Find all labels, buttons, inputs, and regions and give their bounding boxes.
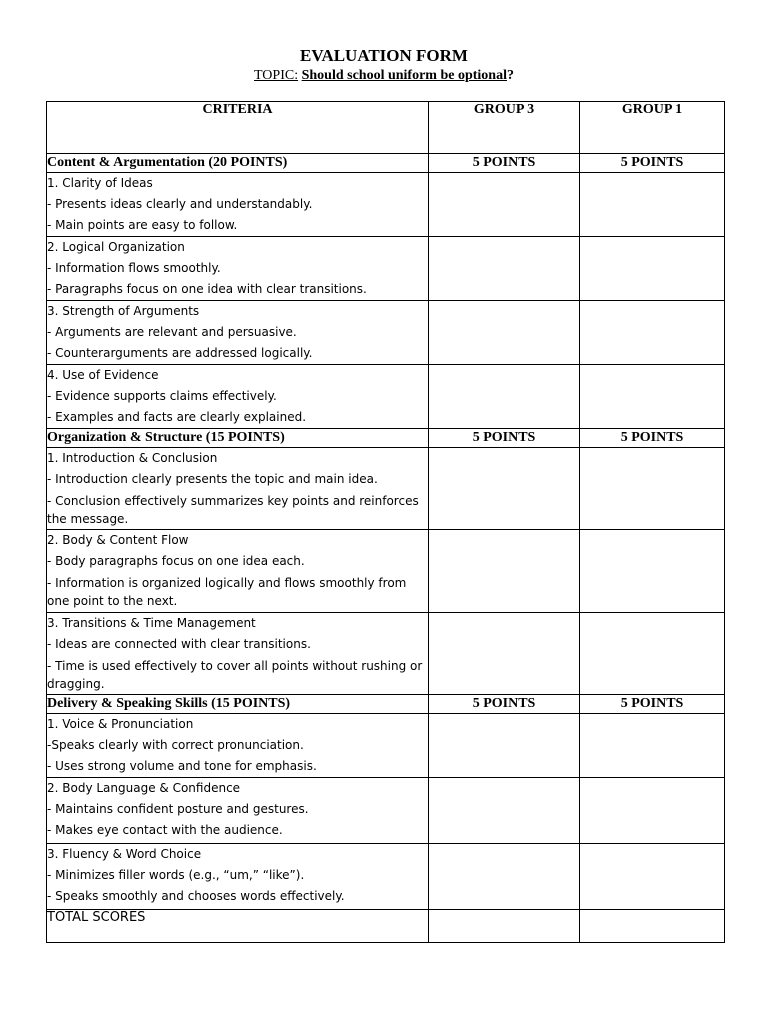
topic-label: TOPIC: <box>254 68 299 83</box>
criterion-detail: - Time is used effectively to cover all points without rushing or dragging. <box>47 659 423 691</box>
criterion-detail: - Makes eye contact with the audience. <box>47 823 283 837</box>
criterion-name: 3. Fluency & Word Choice <box>47 847 202 861</box>
criterion-detail: - Evidence supports claims effectively. <box>47 389 277 403</box>
criterion-detail: - Information flows smoothly. <box>47 261 221 275</box>
section-title: Content & Argumentation (20 POINTS) <box>47 154 429 173</box>
criterion-detail: - Uses strong volume and tone for emphasis. <box>47 759 317 773</box>
section-points-group-3: 5 POINTS <box>429 695 580 714</box>
criterion-detail: - Main points are easy to follow. <box>47 218 238 232</box>
criterion-cell <box>47 778 429 844</box>
criterion-detail: - Information is organized logically and flows smoothly from one point to the next. <box>47 576 407 608</box>
criterion-row <box>47 530 725 613</box>
header-row <box>47 102 725 154</box>
score-cell-group-1[interactable] <box>580 365 725 429</box>
criterion-detail: - Paragraphs focus on one idea with clear transitions. <box>47 282 367 296</box>
criterion-name: 2. Body & Content Flow <box>47 533 189 547</box>
criterion-name: 3. Strength of Arguments <box>47 304 200 318</box>
score-cell-group-3[interactable] <box>429 448 580 530</box>
criterion-row <box>47 844 725 910</box>
criterion-name: 1. Introduction & Conclusion <box>47 451 218 465</box>
criterion-row <box>47 237 725 301</box>
criterion-cell <box>47 448 429 530</box>
criterion-row <box>47 173 725 237</box>
criterion-name: 1. Voice & Pronunciation <box>47 717 194 731</box>
criterion-cell <box>47 237 429 301</box>
criterion-detail: - Counterarguments are addressed logically. <box>47 346 313 360</box>
score-cell-group-3[interactable] <box>429 613 580 695</box>
section-points-group-3: 5 POINTS <box>429 429 580 448</box>
criterion-detail: - Introduction clearly presents the topic and main idea. <box>47 472 378 486</box>
criterion-name: 3. Transitions & Time Management <box>47 616 256 630</box>
score-cell-group-3[interactable] <box>429 365 580 429</box>
score-cell-group-1[interactable] <box>580 778 725 844</box>
criterion-row <box>47 365 725 429</box>
group-1-header: GROUP 1 <box>580 102 725 154</box>
score-cell-group-1[interactable] <box>580 448 725 530</box>
criterion-cell <box>47 173 429 237</box>
score-cell-group-3[interactable] <box>429 714 580 778</box>
total-row <box>47 910 725 943</box>
score-cell-group-1[interactable] <box>580 613 725 695</box>
total-scores-label: TOTAL SCORES <box>47 910 429 943</box>
score-cell-group-1[interactable] <box>580 530 725 613</box>
section-title: Delivery & Speaking Skills (15 POINTS) <box>47 695 429 714</box>
score-cell-group-3[interactable] <box>429 173 580 237</box>
total-cell-group-1[interactable] <box>580 910 725 943</box>
criterion-detail: - Presents ideas clearly and understandably. <box>47 197 313 211</box>
form-title: EVALUATION FORM <box>300 46 468 65</box>
criterion-detail: - Speaks smoothly and chooses words effectively. <box>47 889 345 903</box>
section-row-delivery <box>47 695 725 714</box>
score-cell-group-1[interactable] <box>580 844 725 910</box>
criterion-detail: - Ideas are connected with clear transitions. <box>47 637 311 651</box>
group-3-header: GROUP 3 <box>429 102 580 154</box>
score-cell-group-1[interactable] <box>580 714 725 778</box>
score-cell-group-1[interactable] <box>580 173 725 237</box>
topic-question: Should school uniform be optional <box>301 68 507 83</box>
score-cell-group-3[interactable] <box>429 778 580 844</box>
section-points-group-1: 5 POINTS <box>580 429 725 448</box>
topic-line <box>0 68 768 84</box>
total-cell-group-3[interactable] <box>429 910 580 943</box>
criterion-name: 2. Logical Organization <box>47 240 185 254</box>
criterion-row <box>47 301 725 365</box>
section-title: Organization & Structure (15 POINTS) <box>47 429 429 448</box>
section-row-content <box>47 154 725 173</box>
criterion-row <box>47 778 725 844</box>
score-cell-group-3[interactable] <box>429 237 580 301</box>
score-cell-group-3[interactable] <box>429 530 580 613</box>
criterion-detail: - Conclusion effectively summarizes key points and reinforces the message. <box>47 494 419 526</box>
score-cell-group-3[interactable] <box>429 301 580 365</box>
criterion-row <box>47 714 725 778</box>
criterion-cell <box>47 844 429 910</box>
criterion-cell <box>47 714 429 778</box>
score-cell-group-3[interactable] <box>429 844 580 910</box>
criterion-detail: - Maintains confident posture and gestures. <box>47 802 309 816</box>
criterion-row <box>47 448 725 530</box>
section-points-group-1: 5 POINTS <box>580 154 725 173</box>
criterion-name: 1. Clarity of Ideas <box>47 176 153 190</box>
criterion-cell <box>47 613 429 695</box>
score-cell-group-1[interactable] <box>580 301 725 365</box>
criteria-header: CRITERIA <box>47 102 429 154</box>
topic-question-mark: ? <box>506 68 514 83</box>
criterion-detail: - Minimizes filler words (e.g., “um,” “like”). <box>47 868 305 882</box>
score-cell-group-1[interactable] <box>580 237 725 301</box>
criterion-detail: - Examples and facts are clearly explained. <box>47 410 307 424</box>
criterion-detail: - Body paragraphs focus on one idea each. <box>47 554 305 568</box>
criterion-detail: - Arguments are relevant and persuasive. <box>47 325 297 339</box>
criterion-cell <box>47 365 429 429</box>
criterion-detail: -Speaks clearly with correct pronunciation. <box>47 738 304 752</box>
evaluation-table <box>46 101 725 943</box>
criterion-row <box>47 613 725 695</box>
section-points-group-3: 5 POINTS <box>429 154 580 173</box>
section-points-group-1: 5 POINTS <box>580 695 725 714</box>
criterion-cell <box>47 301 429 365</box>
criterion-name: 2. Body Language & Confidence <box>47 781 241 795</box>
section-row-organization <box>47 429 725 448</box>
criterion-name: 4. Use of Evidence <box>47 368 159 382</box>
criterion-cell <box>47 530 429 613</box>
